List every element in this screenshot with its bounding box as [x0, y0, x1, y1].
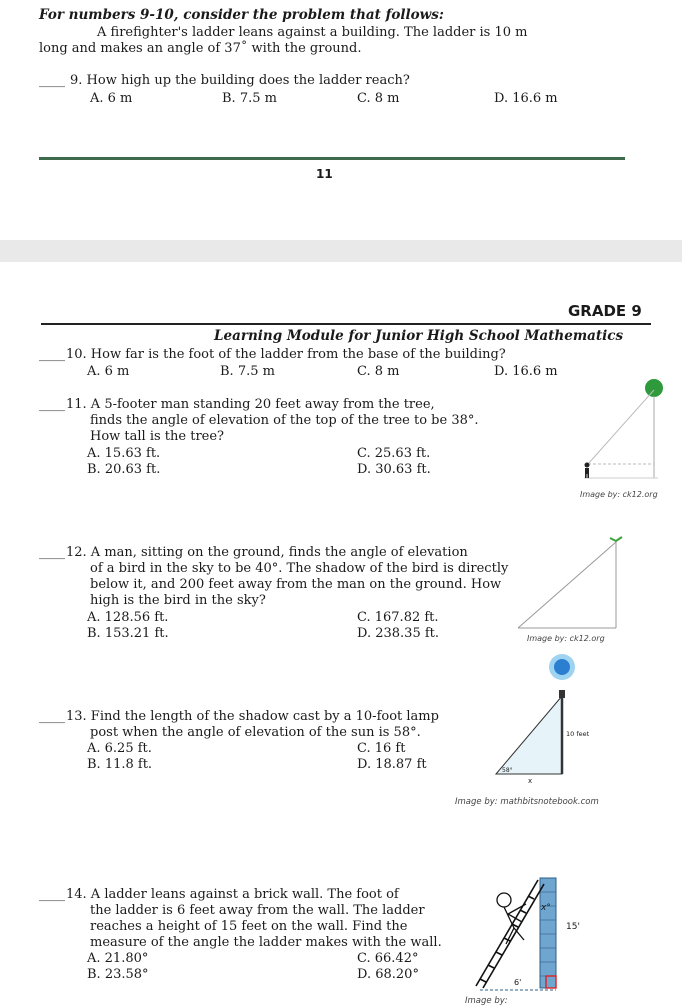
choice-a[interactable]: A. 6 m [90, 91, 133, 106]
choice-d[interactable]: D. 68.20° [357, 967, 419, 982]
sight-line [588, 390, 654, 464]
choice-d[interactable]: D. 18.87 ft [357, 757, 427, 772]
answer-blank[interactable]: ____ [39, 887, 65, 902]
choice-d[interactable]: D. 16.6 m [494, 91, 558, 106]
image-credit: Image by: [465, 996, 508, 1006]
intro-heading: For numbers 9-10, consider the problem that follows: [39, 7, 444, 23]
question-14-stem-line2: the ladder is 6 feet away from the wall. The ladder [90, 903, 425, 918]
answer-blank[interactable]: ____ [39, 73, 65, 88]
question-13-stem-line1: 13. Find the length of the shadow cast by a 10-foot lamp [66, 709, 439, 724]
brick-wall [540, 878, 556, 988]
tree-crown [645, 379, 663, 397]
sun-icon [549, 654, 575, 680]
choice-a[interactable]: A. 21.80° [87, 951, 149, 966]
angle-label: x° [541, 903, 551, 913]
bird-figure [514, 532, 626, 632]
image-credit: Image by: ck12.org [580, 490, 658, 499]
question-14-stem-line1: 14. A ladder leans against a brick wall. The foot of [66, 887, 399, 902]
question-14-stem-line4: measure of the angle the ladder makes with the wall. [90, 935, 442, 950]
ladder-wall-figure [470, 872, 580, 994]
choice-a[interactable]: A. 6 m [87, 364, 130, 379]
base-label: 6' [514, 978, 522, 987]
answer-blank[interactable]: ____ [39, 347, 65, 362]
question-13-stem-line2: post when the angle of elevation of the sun is 58°. [90, 725, 421, 740]
question-9-stem: 9. How high up the building does the ladder reach? [70, 73, 410, 88]
question-11-stem-line2: finds the angle of elevation of the top of the tree to be 38°. [90, 413, 479, 428]
question-14-stem-line3: reaches a height of 15 feet on the wall. Find the [90, 919, 408, 934]
grade-label: GRADE 9 [568, 302, 642, 320]
image-credit: Image by: ck12.org [527, 634, 605, 643]
question-10-stem: 10. How far is the foot of the ladder from the base of the building? [66, 347, 506, 362]
shadow-triangle [496, 696, 562, 774]
choice-a[interactable]: A. 6.25 ft. [87, 741, 152, 756]
shadow-length-label: x [528, 777, 533, 785]
choice-b[interactable]: B. 20.63 ft. [87, 462, 161, 477]
choice-c[interactable]: C. 16 ft [357, 741, 406, 756]
choice-c[interactable]: C. 8 m [357, 91, 400, 106]
choice-b[interactable]: B. 11.8 ft. [87, 757, 153, 772]
climber-icon [497, 893, 526, 944]
footer-rule [39, 157, 625, 160]
intro-text-line1: A firefighter's ladder leans against a building. The ladder is 10 m [97, 25, 528, 40]
bird-icon [610, 537, 622, 541]
image-credit: Image by: mathbitsnotebook.com [455, 797, 599, 807]
choice-c[interactable]: C. 66.42° [357, 951, 419, 966]
answer-blank[interactable]: ____ [39, 545, 65, 560]
person-icon [585, 463, 590, 479]
question-12-stem-line1: 12. A man, sitting on the ground, finds the angle of elevation [66, 545, 468, 560]
module-title: Learning Module for Junior High School Mathematics [214, 328, 624, 344]
page-gap [0, 240, 682, 262]
choice-a[interactable]: A. 15.63 ft. [87, 446, 161, 461]
header-rule [41, 323, 651, 325]
choice-b[interactable]: B. 153.21 ft. [87, 626, 169, 641]
choice-b[interactable]: B. 23.58° [87, 967, 149, 982]
question-12-stem-line4: high is the bird in the sky? [90, 593, 266, 608]
choice-d[interactable]: D. 238.35 ft. [357, 626, 440, 641]
choice-b[interactable]: B. 7.5 m [222, 91, 277, 106]
answer-blank[interactable]: ____ [39, 397, 65, 412]
page-number: 11 [316, 167, 333, 181]
worksheet-page-top [0, 0, 682, 232]
choice-c[interactable]: C. 8 m [357, 364, 400, 379]
choice-c[interactable]: C. 25.63 ft. [357, 446, 431, 461]
tree-figure [570, 378, 670, 483]
question-12-stem-line2: of a bird in the sky to be 40°. The shadow of the bird is directly [90, 561, 509, 576]
answer-blank[interactable]: ____ [39, 709, 65, 724]
intro-text-line2: long and makes an angle of 37˚ with the ground. [39, 41, 362, 56]
choice-a[interactable]: A. 128.56 ft. [87, 610, 169, 625]
angle-label: 58° [502, 767, 513, 774]
question-11-stem-line3: How tall is the tree? [90, 429, 225, 444]
question-11-stem-line1: 11. A 5-footer man standing 20 feet away from the tree, [66, 397, 435, 412]
lamp-head [559, 690, 565, 698]
question-12-stem-line3: below it, and 200 feet away from the man on the ground. How [90, 577, 502, 592]
choice-c[interactable]: C. 167.82 ft. [357, 610, 439, 625]
choice-d[interactable]: D. 30.63 ft. [357, 462, 431, 477]
hypotenuse [518, 542, 616, 628]
height-label: 15' [566, 922, 580, 932]
choice-b[interactable]: B. 7.5 m [220, 364, 275, 379]
height-label: 10 feet [566, 730, 590, 738]
choice-d[interactable]: D. 16.6 m [494, 364, 558, 379]
